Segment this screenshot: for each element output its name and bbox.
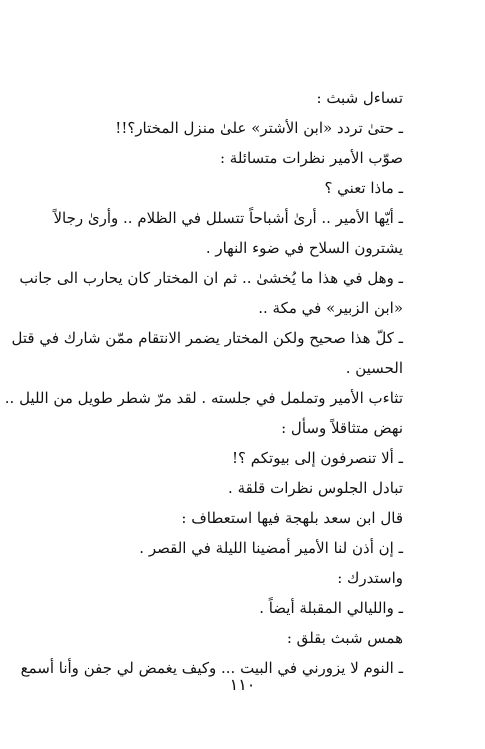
text-line: همس شبث بقلق : — [286, 629, 403, 647]
text-line: يشترون السلاح في ضوء النهار . — [205, 239, 403, 257]
text-line: تبادل الجلوس نظرات قلقة . — [228, 479, 403, 497]
text-line: ـ النوم لا يزورني في البيت ... وكيف يغمض لي جفن وأنا أسمع — [20, 659, 403, 677]
text-line: ـ أيّها الأمير .. أرىٰ أشباحاً تتسلل في الظلام .. وأرىٰ رجالاً — [53, 209, 403, 227]
text-line: ـ حتىٰ تردد «ابن الأشتر» علىٰ منزل المختار؟!! — [115, 119, 403, 137]
text-line: «ابن الزبير» في مكة .. — [258, 299, 403, 317]
text-line: صوّب الأمير نظرات متسائلة : — [219, 149, 403, 167]
text-line: تثاءب الأمير وتململ في جلسته . لقد مرّ شطر طويل من الليل .. — [4, 389, 403, 407]
page-number: ١١٠ — [229, 675, 256, 694]
text-line: واستدرك : — [337, 569, 403, 587]
text-line: نهض متثاقلاً وسأل : — [281, 419, 403, 437]
text-line: ـ ماذا تعني ؟ — [324, 179, 403, 197]
text-line: قال ابن سعد بلهجة فيها استعطاف : — [181, 509, 403, 527]
text-line: ـ ألا تنصرفون إلى بيوتكم ؟! — [232, 449, 403, 467]
text-line: الحسين . — [345, 359, 403, 377]
text-line: ـ والليالي المقبلة أيضاً . — [259, 599, 403, 617]
text-line: ـ كلّ هذا صحيح ولكن المختار يضمر الانتقام ممّن شارك في قتل — [11, 329, 403, 347]
text-line: ـ وهل في هذا ما يُخشىٰ .. ثم ان المختار كان يحارب الى جانب — [19, 269, 403, 287]
text-line: تساءل شبث : — [316, 89, 403, 107]
text-line: ـ إن أذن لنا الأمير أمضينا الليلة في القصر . — [139, 539, 403, 557]
